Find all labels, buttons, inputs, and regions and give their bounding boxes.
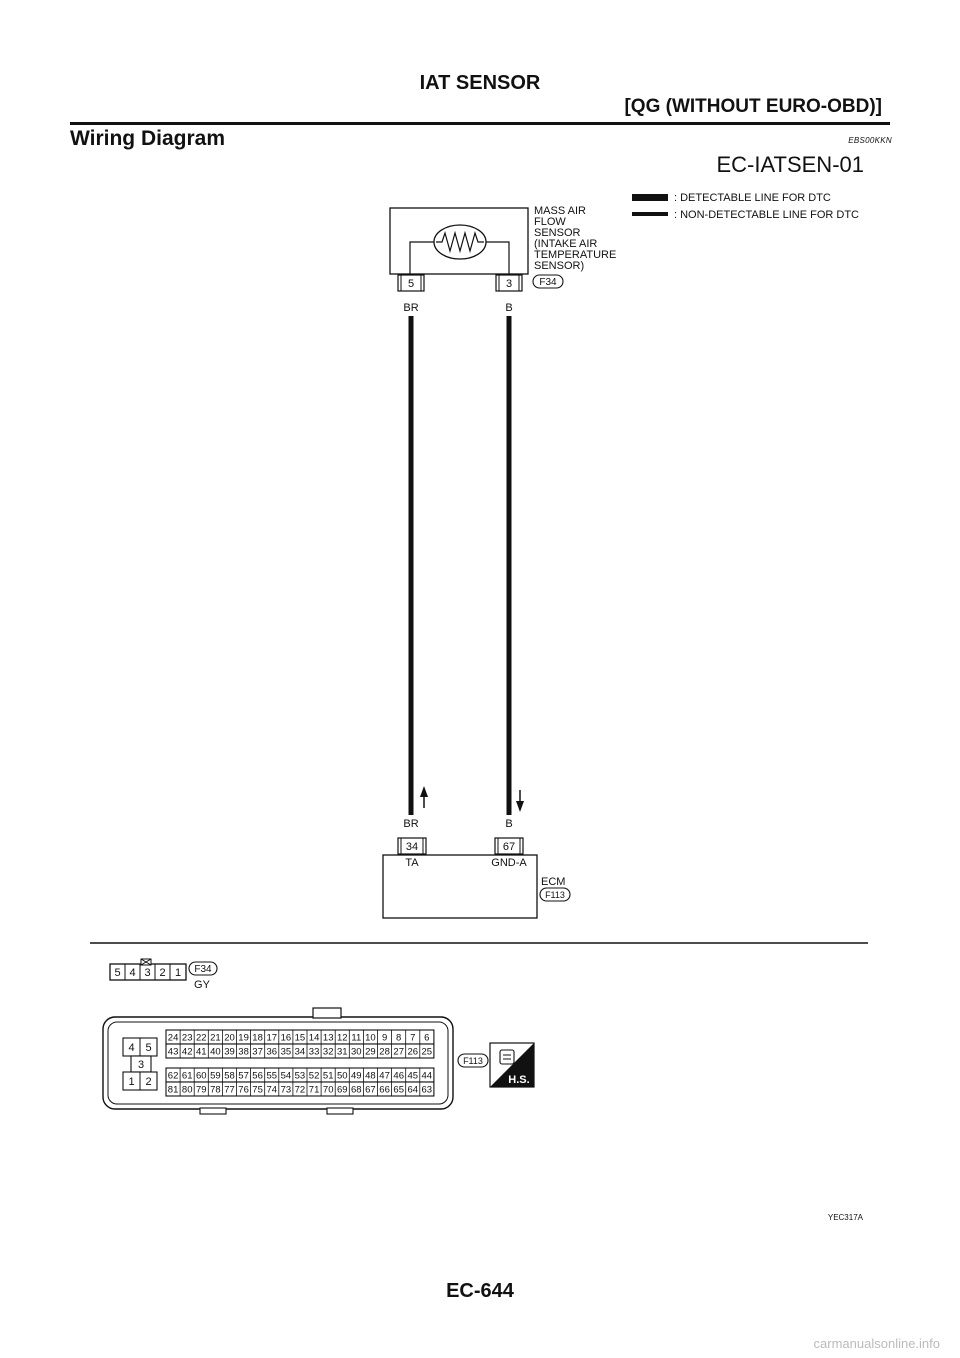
f113-pin-15: 15 <box>294 1032 306 1044</box>
section-code: EBS00KKN <box>848 136 892 145</box>
f113-pin-55: 55 <box>266 1070 278 1082</box>
f113-pin-65: 65 <box>393 1084 404 1096</box>
f113-pin-13: 13 <box>322 1032 334 1044</box>
f113-pin-47: 47 <box>379 1070 390 1082</box>
f113-pin-66: 66 <box>379 1084 390 1096</box>
arrow-up-icon <box>420 786 428 808</box>
f113-pin-63: 63 <box>421 1084 433 1096</box>
svg-text:34: 34 <box>405 841 419 853</box>
svg-text:3: 3 <box>505 278 513 290</box>
f113-pin-20: 20 <box>224 1032 235 1044</box>
svg-text:F34: F34 <box>194 964 212 975</box>
f113-pin-29: 29 <box>365 1046 376 1058</box>
connector-f34-label <box>189 962 217 991</box>
f113-pin-28: 28 <box>379 1046 390 1058</box>
svg-text:5: 5 <box>145 1042 152 1054</box>
f113-pin-73: 73 <box>280 1084 292 1096</box>
f113-pin-21: 21 <box>210 1032 221 1044</box>
legend-non-detectable-label: : NON-DETECTABLE LINE FOR DTC <box>674 209 859 221</box>
svg-text:4: 4 <box>129 967 136 979</box>
f113-pin-18: 18 <box>252 1032 263 1044</box>
wire-color-bottom-b: B <box>505 818 513 830</box>
f113-pin-56: 56 <box>252 1070 263 1082</box>
f113-pin-8: 8 <box>396 1032 402 1044</box>
f113-pin-22: 22 <box>196 1032 207 1044</box>
f113-pin-76: 76 <box>238 1084 249 1096</box>
f113-pin-16: 16 <box>280 1032 292 1044</box>
connector-f113-label <box>458 1054 488 1067</box>
f113-pin-10: 10 <box>365 1032 376 1044</box>
f113-pin-27: 27 <box>393 1046 404 1058</box>
f113-pin-60: 60 <box>196 1070 207 1082</box>
f113-pin-34: 34 <box>294 1046 306 1058</box>
connector-f113-face <box>103 1008 453 1114</box>
f113-pin-64: 64 <box>407 1084 419 1096</box>
f113-pin-41: 41 <box>196 1046 207 1058</box>
ecm-pin-67 <box>495 838 523 854</box>
legend-detectable-label: : DETECTABLE LINE FOR DTC <box>674 192 831 204</box>
svg-text:SENSOR: SENSOR <box>534 227 581 239</box>
sensor-pin-3 <box>496 275 522 291</box>
svg-text:F113: F113 <box>545 890 565 900</box>
f113-pin-25: 25 <box>421 1046 433 1058</box>
f113-pin-59: 59 <box>210 1070 221 1082</box>
f113-pin-57: 57 <box>238 1070 249 1082</box>
f113-pin-37: 37 <box>252 1046 263 1058</box>
f113-pin-58: 58 <box>224 1070 235 1082</box>
svg-text:2: 2 <box>145 1076 152 1088</box>
legend-detectable-swatch <box>632 194 668 201</box>
f113-pin-61: 61 <box>181 1070 193 1082</box>
f113-pin-45: 45 <box>407 1070 419 1082</box>
f113-pin-26: 26 <box>407 1046 419 1058</box>
sensor-box <box>390 208 528 274</box>
page-header-subtitle: [QG (WITHOUT EURO-OBD)] <box>624 96 882 117</box>
f113-pin-6: 6 <box>424 1032 430 1044</box>
f113-pin-62: 62 <box>167 1070 179 1082</box>
f113-pin-33: 33 <box>308 1046 320 1058</box>
f113-pin-74: 74 <box>266 1084 278 1096</box>
svg-text:4: 4 <box>128 1042 135 1054</box>
hs-badge-label: H.S. <box>508 1074 530 1086</box>
f113-pin-70: 70 <box>322 1084 334 1096</box>
f113-pin-43: 43 <box>167 1046 179 1058</box>
svg-text:5: 5 <box>114 967 121 979</box>
sensor-name <box>534 205 616 272</box>
f113-pin-54: 54 <box>280 1070 292 1082</box>
ecm-name: ECM <box>541 876 566 888</box>
section-title: Wiring Diagram <box>70 127 225 150</box>
f113-pin-32: 32 <box>322 1046 334 1058</box>
svg-text:SENSOR): SENSOR) <box>534 260 585 272</box>
f113-pin-42: 42 <box>181 1046 193 1058</box>
f113-pin-67: 67 <box>365 1084 376 1096</box>
f113-pin-75: 75 <box>252 1084 263 1096</box>
ecm-terminal-ta: TA <box>405 857 419 869</box>
f113-pin-69: 69 <box>337 1084 348 1096</box>
ecm-pin-34 <box>398 838 426 854</box>
f113-pin-49: 49 <box>351 1070 362 1082</box>
svg-text:TEMPERATURE: TEMPERATURE <box>534 249 617 261</box>
sensor-internal-wiring <box>410 242 509 274</box>
f113-pin-31: 31 <box>337 1046 348 1058</box>
hs-harness-side-badge-icon <box>490 1043 534 1087</box>
f113-pin-36: 36 <box>266 1046 278 1058</box>
f113-pin-71: 71 <box>308 1084 320 1096</box>
page-header-title: IAT SENSOR <box>419 72 541 94</box>
f113-pin-81: 81 <box>167 1084 179 1096</box>
f113-pin-17: 17 <box>266 1032 278 1044</box>
ecm-terminal-gnd-a: GND-A <box>491 857 527 869</box>
f113-pin-51: 51 <box>322 1070 334 1082</box>
f113-pin-35: 35 <box>280 1046 292 1058</box>
f113-pin-12: 12 <box>337 1032 348 1044</box>
f113-pin-72: 72 <box>294 1084 306 1096</box>
f113-pin-39: 39 <box>224 1046 235 1058</box>
diagram-id: EC-IATSEN-01 <box>716 152 864 177</box>
arrow-down-icon <box>516 790 524 812</box>
wire-color-bottom-br: BR <box>403 818 419 830</box>
wire-color-top-br: BR <box>403 302 419 314</box>
svg-text:1: 1 <box>128 1076 135 1088</box>
svg-text:1: 1 <box>174 967 182 979</box>
f113-pin-30: 30 <box>351 1046 362 1058</box>
f113-pin-79: 79 <box>196 1084 207 1096</box>
ecm-connector-label <box>540 888 570 901</box>
sensor-connector-label <box>533 275 563 288</box>
svg-text:5: 5 <box>407 278 415 290</box>
f113-pin-38: 38 <box>238 1046 249 1058</box>
wire-color-top-b: B <box>505 302 513 314</box>
f113-pin-44: 44 <box>421 1070 433 1082</box>
svg-text:GY: GY <box>194 979 210 991</box>
f113-pin-24: 24 <box>167 1032 179 1044</box>
footer-site: carmanualsonline.info <box>813 1336 940 1351</box>
svg-text:FLOW: FLOW <box>534 216 566 228</box>
f113-pin-14: 14 <box>308 1032 320 1044</box>
f113-pin-9: 9 <box>381 1032 388 1044</box>
figure-code: YEC317A <box>827 1213 863 1222</box>
f113-pin-52: 52 <box>308 1070 320 1082</box>
svg-text:67: 67 <box>502 841 516 853</box>
svg-text:F34: F34 <box>539 277 557 288</box>
f113-pin-23: 23 <box>181 1032 193 1044</box>
sensor-pin-5 <box>398 275 424 291</box>
f113-pin-40: 40 <box>210 1046 221 1058</box>
svg-text:3: 3 <box>144 967 151 979</box>
f113-pin-48: 48 <box>365 1070 376 1082</box>
f113-pin-11: 11 <box>351 1032 362 1044</box>
connector-f34-face <box>110 959 186 980</box>
f113-pin-68: 68 <box>351 1084 362 1096</box>
f113-pin-46: 46 <box>393 1070 404 1082</box>
f113-pin-19: 19 <box>238 1032 249 1044</box>
page-number: EC-644 <box>446 1280 514 1302</box>
f113-pin-7: 7 <box>410 1032 416 1044</box>
legend-non-detectable-swatch <box>632 212 668 216</box>
f113-pin-78: 78 <box>210 1084 221 1096</box>
svg-text:F113: F113 <box>463 1056 483 1066</box>
svg-text:3: 3 <box>137 1059 145 1071</box>
f113-pin-80: 80 <box>181 1084 193 1096</box>
svg-text:2: 2 <box>159 967 166 979</box>
f113-pin-53: 53 <box>294 1070 306 1082</box>
svg-text:MASS AIR: MASS AIR <box>534 205 586 217</box>
svg-text:(INTAKE AIR: (INTAKE AIR <box>534 238 598 250</box>
f113-pin-77: 77 <box>224 1084 235 1096</box>
f113-pin-50: 50 <box>337 1070 348 1082</box>
resistor-zigzag-icon <box>436 233 484 251</box>
